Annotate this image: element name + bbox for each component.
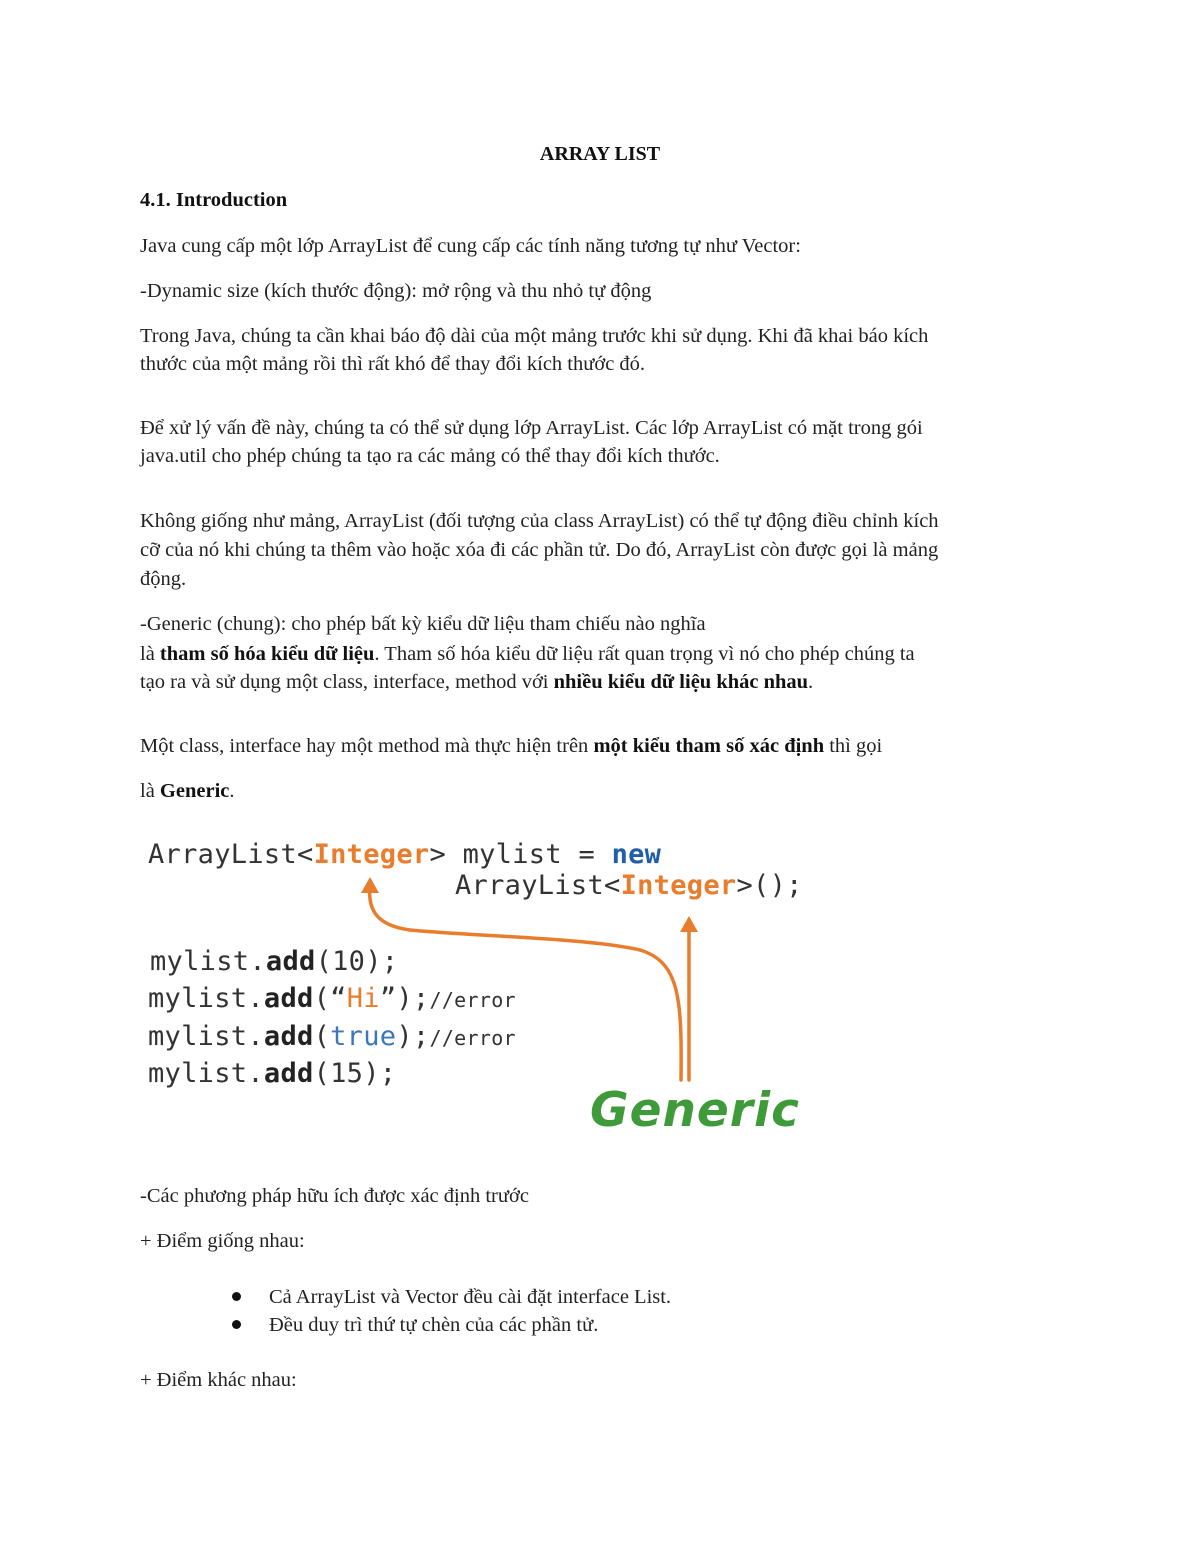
page-title: ARRAY LIST: [539, 143, 661, 165]
arrowhead-first: [361, 877, 379, 893]
code-line-6: mylist.add(15);: [148, 1058, 397, 1089]
generic-line1: -Generic (chung): cho phép bất kỳ kiểu dữ liệu tham chiếu nào nghĩa: [140, 613, 706, 635]
para2-line2: java.util cho phép chúng ta tạo ra các mảng có thể thay đổi kích thước.: [140, 445, 720, 467]
code-line-1: ArrayList<Integer> mylist = new: [148, 839, 662, 870]
para3-line3: động.: [140, 568, 187, 590]
para3-line2: cỡ của nó khi chúng ta thêm vào hoặc xóa đi các phần tử. Do đó, ArrayList còn được gọi là mảng: [140, 539, 939, 561]
methods-heading: -Các phương pháp hữu ích được xác định trước: [140, 1185, 529, 1207]
para2-line1: Để xử lý vấn đề này, chúng ta có thể sử dụng lớp ArrayList. Các lớp ArrayList có mặt trong gói: [140, 417, 923, 439]
generic-def-line1: Một class, interface hay một method mà thực hiện trên một kiểu tham số xác định thì gọi: [140, 735, 883, 757]
intro-paragraph: Java cung cấp một lớp ArrayList để cung cấp các tính năng tương tự như Vector:: [140, 235, 801, 257]
code-line-4: mylist.add(“Hi”);//error: [148, 983, 516, 1014]
generic-label: Generic: [590, 1083, 800, 1138]
code-line-5: mylist.add(true);//error: [148, 1021, 516, 1052]
different-heading: + Điểm khác nhau:: [140, 1369, 297, 1391]
section-heading: 4.1. Introduction: [140, 189, 288, 211]
arrowhead-second: [680, 916, 698, 932]
dynamic-size-line: -Dynamic size (kích thước động): mở rộng và thu nhỏ tự động: [140, 280, 652, 302]
generic-line3: tạo ra và sử dụng một class, interface, method với nhiều kiểu dữ liệu khác nhau.: [140, 671, 814, 693]
para3-line1: Không giống như mảng, ArrayList (đối tượng của class ArrayList) có thể tự động điều chỉnh kích: [140, 510, 939, 532]
generic-line2: là tham số hóa kiểu dữ liệu. Tham số hóa kiểu dữ liệu rất quan trọng vì nó cho phép chúng ta: [140, 643, 915, 665]
code-line-2: ArrayList<Integer>();: [455, 870, 803, 901]
similar-item-2: Đều duy trì thứ tự chèn của các phần tử.: [232, 1311, 598, 1339]
code-line-3: mylist.add(10);: [150, 946, 399, 977]
para1-line2: thước của một mảng rồi thì rất khó để thay đổi kích thước đó.: [140, 353, 646, 375]
similar-item-1: Cả ArrayList và Vector đều cài đặt interface List.: [232, 1283, 671, 1311]
similar-heading: + Điểm giống nhau:: [140, 1230, 305, 1252]
bullet-icon: [232, 1292, 241, 1301]
arrow-curve-to-first-integer: [370, 885, 682, 1080]
bullet-icon: [232, 1320, 241, 1329]
generic-def-line2: là Generic.: [140, 780, 235, 802]
para1-line1: Trong Java, chúng ta cần khai báo độ dài của một mảng trước khi sử dụng. Khi đã khai báo kích: [140, 325, 929, 347]
